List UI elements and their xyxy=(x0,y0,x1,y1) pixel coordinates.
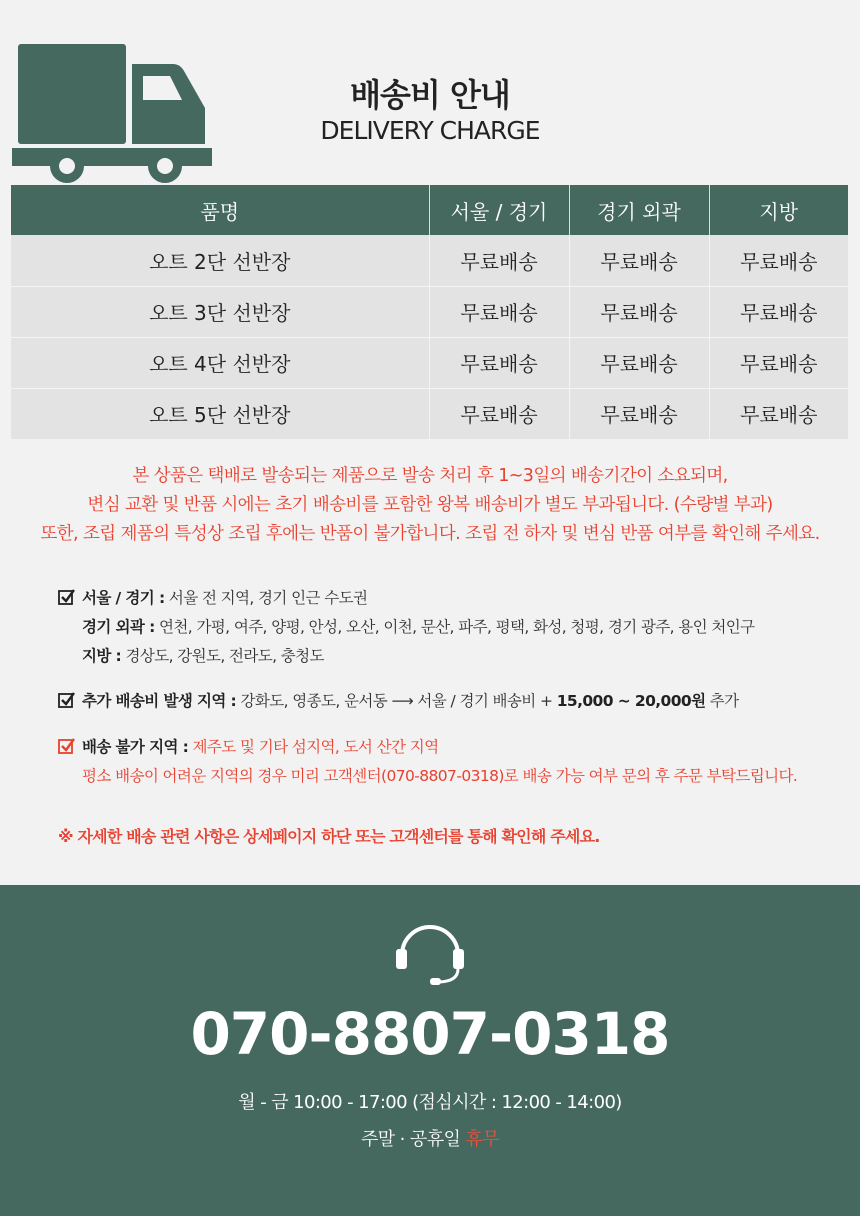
business-hours: 월 - 금 10:00 - 17:00 (점심시간 : 12:00 - 14:00) xyxy=(238,1092,622,1113)
table-row xyxy=(11,337,848,388)
unavailable-label: 배송 불가 지역 : xyxy=(82,738,189,756)
holiday-label: 주말 · 공휴일 xyxy=(360,1129,466,1150)
region-label: 경기 외곽 : xyxy=(82,618,155,636)
extra-fee-info xyxy=(58,687,739,716)
column-header: 품명 xyxy=(11,185,429,235)
checkbox-checked-icon xyxy=(58,737,75,754)
fee-cell: 무료배송 xyxy=(709,337,848,388)
column-header: 서울 / 경기 xyxy=(429,185,569,235)
extra-fee-label: 추가 배송비 발생 지역 : xyxy=(82,692,237,710)
fee-cell: 무료배송 xyxy=(429,286,569,337)
extra-fee-areas: 강화도, 영종도, 운서동 xyxy=(236,692,392,710)
region-label: 서울 / 경기 : xyxy=(82,589,165,607)
extra-fee-row xyxy=(58,687,739,716)
checkbox-checked-icon xyxy=(58,588,75,605)
headset-icon xyxy=(392,925,468,985)
region-info xyxy=(58,584,754,671)
notice-line: 본 상품은 택배로 발송되는 제품으로 발송 처리 후 1~3일의 배송기간이 소요되며, xyxy=(132,466,728,486)
unavailable-areas: 제주도 및 기타 섬지역, 도서 산간 지역 xyxy=(188,738,439,756)
region-outer xyxy=(58,613,754,642)
product-name: 오트 4단 선반장 xyxy=(11,337,429,388)
notice-line: 변심 교환 및 반품 시에는 초기 배송비를 포함한 왕복 배송비가 별도 부과됩니다. (수량별 부과) xyxy=(87,495,773,515)
unavailable-row xyxy=(58,733,797,762)
fee-cell: 무료배송 xyxy=(429,337,569,388)
page-subtitle: DELIVERY CHARGE xyxy=(320,116,540,145)
holiday-status: 휴무 xyxy=(465,1129,499,1150)
fee-cell: 무료배송 xyxy=(709,388,848,439)
unavailable-detail: 평소 배송이 어려운 지역의 경우 미리 고객센터(070-8807-0318)로 배송 가능 여부 문의 후 주문 부탁드립니다. xyxy=(82,767,798,785)
table-row xyxy=(11,388,848,439)
phone-number[interactable]: 070-8807-0318 xyxy=(190,1000,670,1068)
product-name: 오트 5단 선반장 xyxy=(11,388,429,439)
column-header: 지방 xyxy=(709,185,848,235)
table-header-row xyxy=(11,185,848,235)
extra-fee-suffix: 추가 xyxy=(705,692,739,710)
page-title: 배송비 안내 xyxy=(350,76,510,114)
fee-cell: 무료배송 xyxy=(709,286,848,337)
fee-cell: 무료배송 xyxy=(569,235,709,286)
arrow-icon: ⟶ xyxy=(391,692,414,710)
fee-cell: 무료배송 xyxy=(709,235,848,286)
checkbox-checked-icon xyxy=(58,691,75,708)
truck-icon xyxy=(10,42,215,187)
fee-cell: 무료배송 xyxy=(569,286,709,337)
column-header: 경기 외곽 xyxy=(569,185,709,235)
region-label: 지방 : xyxy=(82,647,122,665)
footnote: ※ 자세한 배송 관련 사항은 상세페이지 하단 또는 고객센터를 통해 확인해 주세요. xyxy=(58,827,600,846)
fee-cell: 무료배송 xyxy=(429,235,569,286)
region-text: 연천, 가평, 여주, 양평, 안성, 오산, 이천, 문산, 파주, 평택, 화성, 청평, 경기 광주, 용인 처인구 xyxy=(154,618,755,636)
notice-line: 또한, 조립 제품의 특성상 조립 후에는 반품이 불가합니다. 조립 전 하자 및 변심 반품 여부를 확인해 주세요. xyxy=(40,524,820,544)
customer-center xyxy=(0,885,860,1216)
fee-cell: 무료배송 xyxy=(569,388,709,439)
extra-fee-amount: 15,000 ~ 20,000원 xyxy=(556,692,706,710)
region-text: 경상도, 강원도, 전라도, 충청도 xyxy=(121,647,324,665)
region-local xyxy=(58,642,754,671)
unavailable-info xyxy=(58,733,797,791)
table-row xyxy=(11,235,848,286)
table-row xyxy=(11,286,848,337)
region-seoul xyxy=(58,584,754,613)
product-name: 오트 2단 선반장 xyxy=(11,235,429,286)
fee-cell: 무료배송 xyxy=(429,388,569,439)
extra-fee-target: 서울 / 경기 배송비 + xyxy=(413,692,557,710)
product-name: 오트 3단 선반장 xyxy=(11,286,429,337)
region-text: 서울 전 지역, 경기 인근 수도권 xyxy=(164,589,368,607)
shipping-notice xyxy=(0,462,860,549)
holiday-info xyxy=(0,1125,860,1151)
delivery-fee-table xyxy=(11,185,848,439)
fee-cell: 무료배송 xyxy=(569,337,709,388)
